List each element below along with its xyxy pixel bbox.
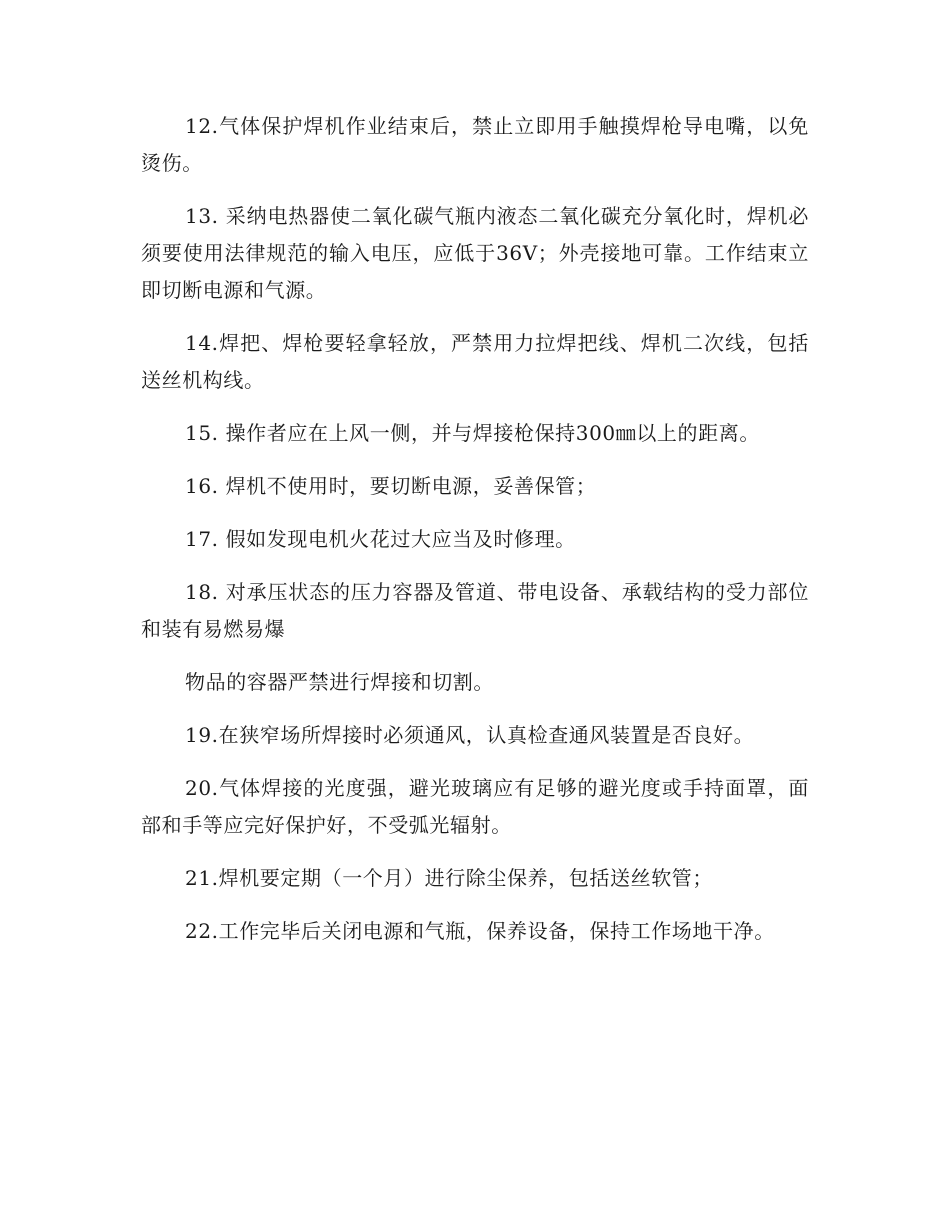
paragraph-16: 16. 焊机不使用时，要切断电源，妥善保管； — [185, 474, 597, 498]
paragraph-14: 14.焊把、焊枪要轻拿轻放，严禁用力拉焊把线、焊机二次线，包括送丝机构线。 — [141, 331, 809, 392]
paragraph-15: 15. 操作者应在上风一侧，并与焊接枪保持300㎜以上的距离。 — [185, 421, 760, 445]
paragraph-21: 21.焊机要定期（一个月）进行除尘保养，包括送丝软管； — [185, 866, 714, 890]
paragraph-22: 22.工作完毕后关闭电源和气瓶，保养设备，保持工作场地干净。 — [185, 919, 775, 943]
paragraph-19: 19.在狭窄场所焊接时必须通风，认真检查通风装置是否良好。 — [185, 723, 755, 747]
paragraph-18: 18. 对承压状态的压力容器及管道、带电设备、承载结构的受力部位和装有易燃易爆 — [141, 580, 809, 641]
paragraph-20: 20.气体焊接的光度强，避光玻璃应有足够的避光度或手持面罩，面部和手等应完好保护好，不受弧光辐射。 — [141, 776, 809, 837]
paragraph-13: 13. 采纳电热器使二氧化碳气瓶内液态二氧化碳充分氧化时，焊机必须要使用法律规范的输入电压，应低于36V；外壳接地可靠。工作结束立即切断电源和气源。 — [141, 204, 809, 302]
paragraph-12: 12.气体保护焊机作业结束后，禁止立即用手触摸焊枪导电嘴，以免烫伤。 — [141, 114, 809, 175]
paragraph-18-continued: 物品的容器严禁进行焊接和切割。 — [185, 670, 494, 694]
document-body — [141, 108, 809, 966]
paragraph-17: 17. 假如发现电机火花过大应当及时修理。 — [185, 527, 576, 551]
